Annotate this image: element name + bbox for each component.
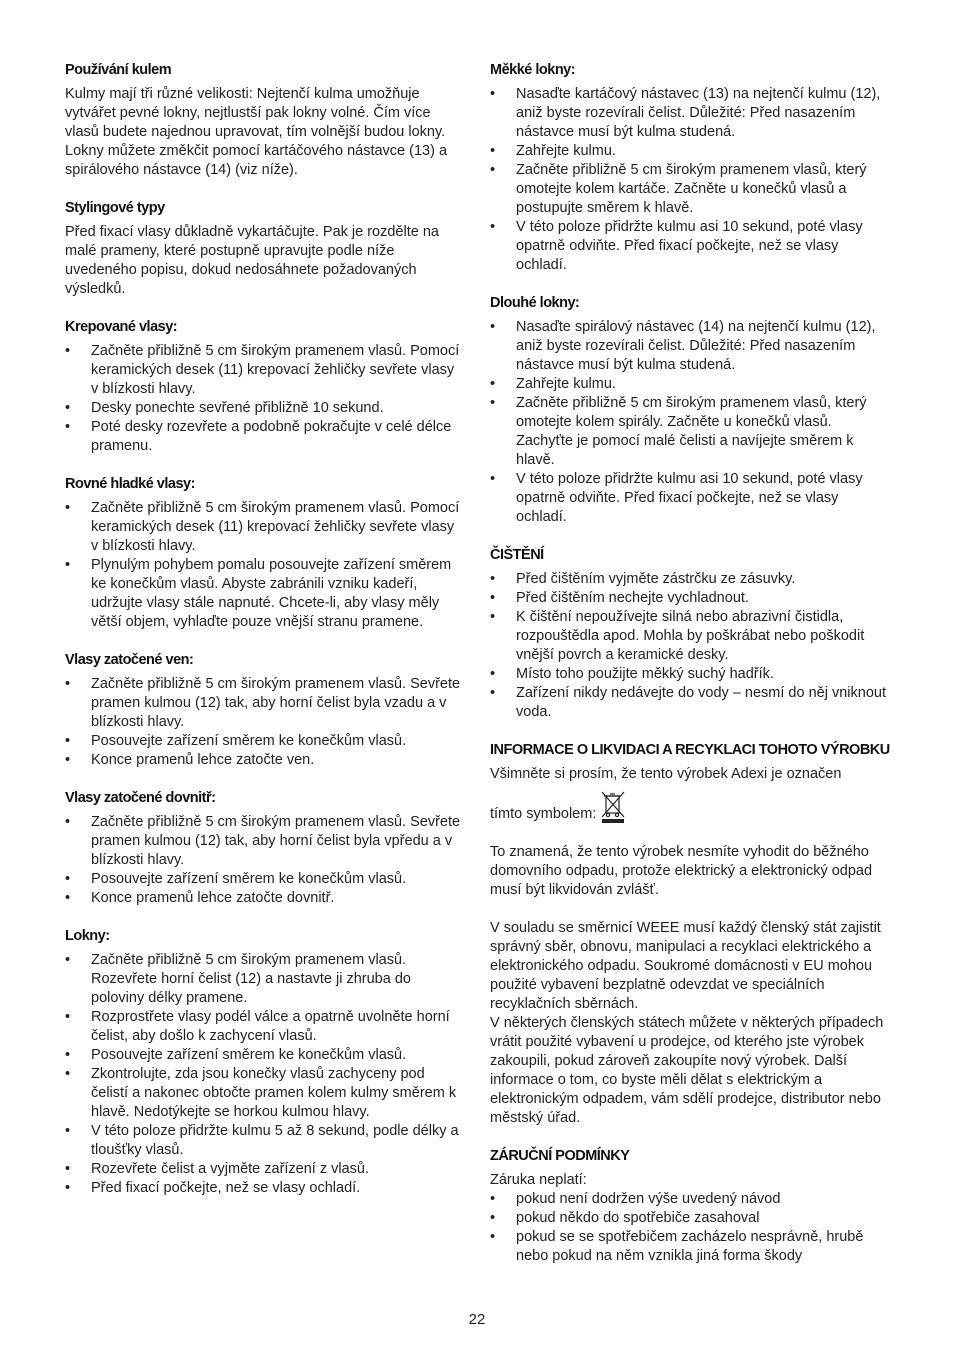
disposal-paragraph: V některých členských státech můžete v některých případech vrátit použité vybavení u prodejce, od kterého jste výrobek zakoupili, pokud zároveň zakoupíte nový výrobek. Další informace o tom, co byste měli dělat s elektrickým a elektronickým odpadem, vám sdělí prodejce, distributor nebo městský úřad. [490, 1015, 884, 1126]
list-item: • Začněte přibližně 5 cm širokým pramenem vlasů. Sevřete pramen kulmou (12) tak, aby horní čelist byla vpředu a v blízkosti hlavy. [65, 813, 465, 870]
page-number: 22 [468, 1311, 486, 1328]
list-item: • Zkontrolujte, zda jsou konečky vlasů zachyceny pod čelistí a nakonec obtočte pramen kolem kulmy směrem k hlavě. Nedotýkejte se horkou kulmou hlavy. [65, 1065, 465, 1122]
bullet-list [65, 951, 465, 1198]
section [65, 61, 465, 180]
section-title: Používání kulem [65, 62, 172, 78]
list-item: • Začněte přibližně 5 cm širokým pramenem vlasů. Rozevřete horní čelist (12) a nastavte ji zhruba do poloviny délky pramene. [65, 951, 465, 1008]
section-title: Krepované vlasy: [65, 319, 178, 335]
section [65, 651, 465, 770]
warranty-intro: Záruka neplatí: [490, 1172, 587, 1188]
list-item: • Rozprostřete vlasy podél válce a opatrně uvolněte horní čelist, aby došlo k zachycení vlasů. [65, 1008, 465, 1046]
bullet-list [490, 1190, 890, 1266]
bullet-list [65, 499, 465, 632]
list-item: • Začněte přibližně 5 cm širokým pramenem vlasů. Sevřete pramen kulmou (12) tak, aby horní čelist byla vzadu a v blízkosti hlavy. [65, 675, 465, 732]
list-item: • Začněte přibližně 5 cm širokým pramenem vlasů, který omotejte kolem spirály. Začněte u konečků vlasů. Zachyťte je pomocí malé čelisti a navíjejte směrem k hlavě. [490, 394, 890, 470]
section [65, 318, 465, 456]
list-item: • Nasaďte spirálový nástavec (14) na nejtenčí kulmu (12), aniž byste rozevírali čelist. Důležité: Před nasazením nástavce musí být kulma studená. [490, 318, 890, 375]
crossed-out-wheelie-bin-icon [600, 790, 626, 824]
section-title: Vlasy zatočené ven: [65, 652, 194, 668]
list-item: • Konce pramenů lehce zatočte dovnitř. [65, 889, 465, 908]
bullet-list [490, 570, 890, 722]
list-item: • Před fixací počkejte, než se vlasy ochladí. [65, 1179, 465, 1198]
section-title: ČIŠTĚNÍ [490, 547, 544, 563]
section-title: Dlouhé lokny: [490, 295, 580, 311]
list-item: • Začněte přibližně 5 cm širokým pramenem vlasů. Pomocí keramických desek (11) krepovací žehličky sevřete vlasy v blízkosti hlavy. [65, 499, 465, 556]
disposal-paragraph: To znamená, že tento výrobek nesmíte vyhodit do běžného domovního odpadu, protože elektrický a elektronický odpad musí být likvidován zvlášť. [490, 844, 873, 898]
bullet-list [65, 675, 465, 770]
section-cleaning [490, 546, 890, 722]
section [65, 199, 465, 299]
paragraph: Kulmy mají tři různé velikosti: Nejtenčí kulma umožňuje vytvářet pevné lokny, nejtlustší pak lokny volné. Čím více vlasů budete najednou upravovat, tím volnější budou lokny. Lokny můžete změkčit pomocí kartáčového nástavce (13) a spirálového nástavce (14) (viz níže). [65, 86, 448, 178]
section [65, 475, 465, 632]
list-item: • Konce pramenů lehce zatočte ven. [65, 751, 465, 770]
list-item: • Zahřejte kulmu. [490, 142, 890, 161]
list-item: • Posouvejte zařízení směrem ke konečkům vlasů. [65, 732, 465, 751]
list-item: • pokud není dodržen výše uvedený návod [490, 1190, 890, 1209]
section-soft-curls [490, 61, 890, 275]
list-item: • Místo toho použijte měkký suchý hadřík. [490, 665, 890, 684]
list-item: • Plynulým pohybem pomalu posouvejte zařízení směrem ke konečkům vlasů. Abyste zabránili vzniku kadeří, udržujte vlasy stále napnuté. Chcete-li, aby vlasy měly větší objem, vyhlaďte pouze vnější stranu pramene. [65, 556, 465, 632]
left-column [65, 61, 465, 1217]
list-item: • pokud se se spotřebičem zacházelo nesprávně, hrubě nebo pokud na něm vznikla jiná forma škody [490, 1228, 890, 1266]
section-title: Měkké lokny: [490, 62, 576, 78]
list-item: • V této poloze přidržte kulmu 5 až 8 sekund, podle délky a tloušťky vlasů. [65, 1122, 465, 1160]
section-title: ZÁRUČNÍ PODMÍNKY [490, 1148, 630, 1164]
section-title: Lokny: [65, 928, 110, 944]
list-item: • Posouvejte zařízení směrem ke konečkům vlasů. [65, 1046, 465, 1065]
symbol-text: tímto symbolem: [490, 806, 597, 822]
section-long-curls [490, 294, 890, 527]
section-title: Stylingové typy [65, 200, 165, 216]
list-item: • Před čištěním vyjměte zástrčku ze zásuvky. [490, 570, 890, 589]
list-item: • pokud někdo do spotřebiče zasahoval [490, 1209, 890, 1228]
section-warranty [490, 1147, 890, 1266]
list-item: • Poté desky rozevřete a podobně pokračujte v celé délce pramenu. [65, 418, 465, 456]
section-title: INFORMACE O LIKVIDACI A RECYKLACI TOHOTO VÝROBKU [490, 742, 890, 758]
list-item: • Nasaďte kartáčový nástavec (13) na nejtenčí kulmu (12), aniž byste rozevírali čelist. Důležité: Před nasazením nástavce musí být kulma studená. [490, 85, 890, 142]
section-disposal [490, 741, 890, 1128]
bullet-list [490, 318, 890, 527]
bullet-list [65, 813, 465, 908]
section [65, 789, 465, 908]
section-title: Rovné hladké vlasy: [65, 476, 195, 492]
list-item: • Desky ponechte sevřené přibližně 10 sekund. [65, 399, 465, 418]
paragraph: Před fixací vlasy důkladně vykartáčujte. Pak je rozdělte na malé prameny, které postupně upravujte podle níže uvedeného popisu, dokud nedosáhnete požadovaných výsledků. [65, 224, 439, 297]
disposal-intro: Všimněte si prosím, že tento výrobek Adexi je označen [490, 766, 842, 782]
list-item: • Začněte přibližně 5 cm širokým pramenem vlasů, který omotejte kolem kartáče. Začněte u konečků vlasů a postupujte směrem k hlavě. [490, 161, 890, 218]
section-title: Vlasy zatočené dovnitř: [65, 790, 216, 806]
disposal-paragraph: V souladu se směrnicí WEEE musí každý členský stát zajistit správný sběr, obnovu, manipulaci a recyklaci elektrického a elektronického odpadu. Soukromé domácnosti v EU mohou použité vybavení bezplatně odevzdat ve speciálních recyklačních sběrnách. [490, 920, 881, 1012]
list-item: • Posouvejte zařízení směrem ke konečkům vlasů. [65, 870, 465, 889]
symbol-line [490, 790, 890, 824]
list-item: • V této poloze přidržte kulmu asi 10 sekund, poté vlasy opatrně odviňte. Před fixací počkejte, než se vlasy ochladí. [490, 218, 890, 275]
list-item: • Začněte přibližně 5 cm širokým pramenem vlasů. Pomocí keramických desek (11) krepovací žehličky sevřete vlasy v blízkosti hlavy. [65, 342, 465, 399]
list-item: • Zahřejte kulmu. [490, 375, 890, 394]
list-item: • Před čištěním nechejte vychladnout. [490, 589, 890, 608]
list-item: • Rozevřete čelist a vyjměte zařízení z vlasů. [65, 1160, 465, 1179]
list-item: • K čištění nepoužívejte silná nebo abrazivní čistidla, rozpouštědla apod. Mohla by poškrábat nebo poškodit vnější povrch a keramické desky. [490, 608, 890, 665]
bullet-list [65, 342, 465, 456]
bullet-list [490, 85, 890, 275]
list-item: • Zařízení nikdy nedávejte do vody – nesmí do něj vniknout voda. [490, 684, 890, 722]
section [65, 927, 465, 1198]
right-column [490, 61, 890, 1285]
list-item: • V této poloze přidržte kulmu asi 10 sekund, poté vlasy opatrně odviňte. Před fixací počkejte, než se vlasy ochladí. [490, 470, 890, 527]
